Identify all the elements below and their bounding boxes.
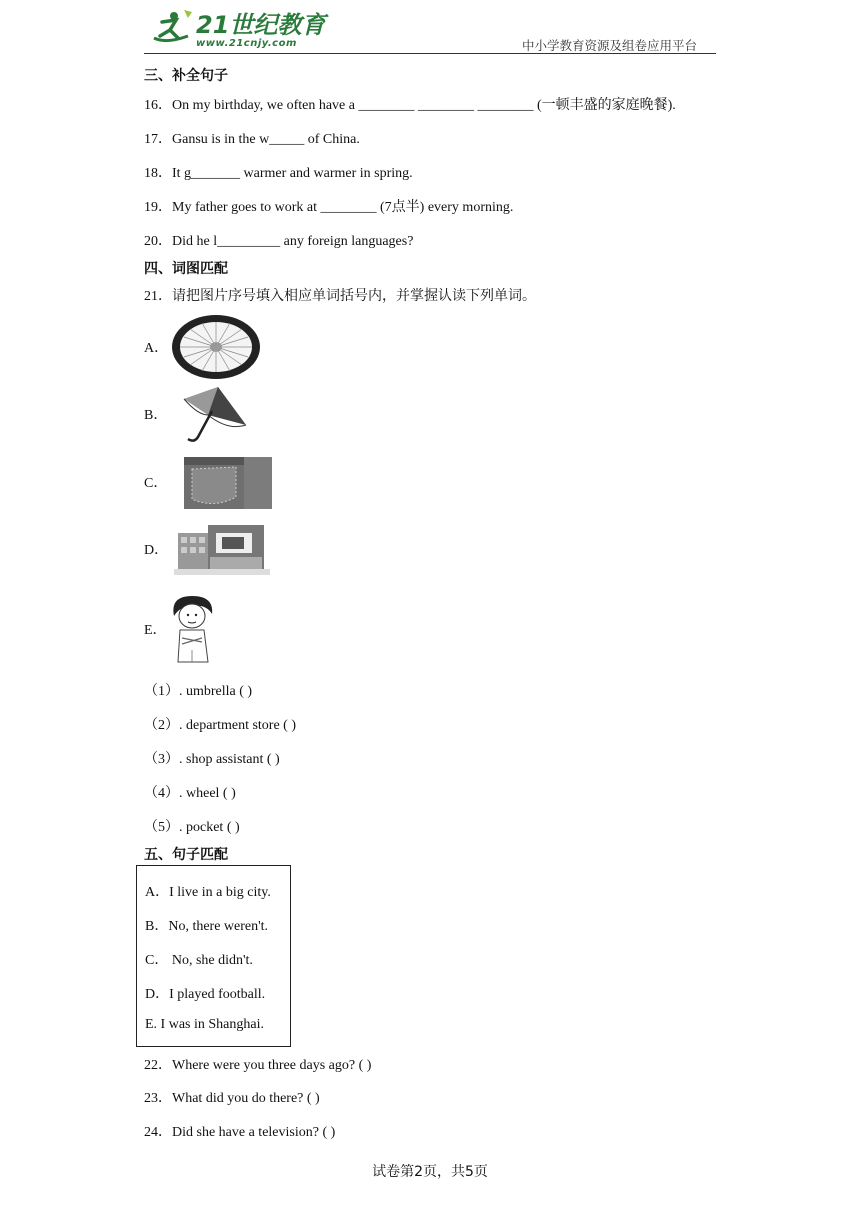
picture-label-c: C． <box>144 476 168 491</box>
option-e: E. I was in Shanghai. <box>145 1017 264 1032</box>
section4-heading: 四、词图匹配 <box>144 261 228 277</box>
page-footer: 试卷第2页，共5页 <box>372 1164 488 1180</box>
section3-heading: 三、补全句子 <box>144 68 228 84</box>
platform-title: 中小学教育资源及组卷应用平台 <box>522 38 698 53</box>
header-divider <box>144 53 716 54</box>
picture-label-e: E． <box>144 623 167 638</box>
question-18: 18．It g_______ warmer and warmer in spring. <box>144 166 413 181</box>
word-item-umbrella: （1）. umbrella ( ) <box>144 684 253 699</box>
question-21: 21．请把图片序号填入相应单词括号内，并掌握认读下列单词。 <box>144 289 536 304</box>
word-item-wheel: （4）. wheel ( ) <box>144 786 236 801</box>
shop-assistant-image <box>166 594 218 664</box>
question-24: 24．Did she have a television? ( ) <box>144 1125 336 1140</box>
question-17: 17．Gansu is in the w_____ of China. <box>144 132 360 147</box>
picture-label-b: B． <box>144 408 168 423</box>
question-22: 22．Where were you three days ago? ( ) <box>144 1058 372 1073</box>
wheel-image <box>170 313 262 381</box>
logo-url: www.21cnjy.com <box>196 38 297 49</box>
answer-options-box <box>136 865 291 1047</box>
word-item-department-store: （2）. department store ( ) <box>144 718 297 733</box>
question-19: 19．My father goes to work at ________ (7点半) every morning. <box>144 200 514 215</box>
option-c: C． No, she didn't. <box>145 953 253 968</box>
option-d: D．I played football. <box>145 987 266 1002</box>
word-item-pocket: （5）. pocket ( ) <box>144 820 240 835</box>
runner-logo-icon <box>144 8 196 52</box>
option-b: B．No, there weren't. <box>145 919 269 934</box>
umbrella-image <box>178 385 248 445</box>
department-store-image <box>174 521 270 575</box>
picture-label-d: D． <box>144 543 169 558</box>
pocket-image <box>184 457 272 509</box>
question-20: 20．Did he l_________ any foreign languages? <box>144 234 414 249</box>
logo-text: 21世纪教育 <box>196 11 326 39</box>
option-a: A．I live in a big city. <box>145 885 271 900</box>
picture-label-a: A． <box>144 341 169 356</box>
question-16: 16．On my birthday, we often have a ________ ________ ________ (一顿丰盛的家庭晚餐). <box>144 98 676 113</box>
question-23: 23．What did you do there? ( ) <box>144 1091 320 1106</box>
section5-heading: 五、句子匹配 <box>144 847 228 863</box>
word-item-shop-assistant: （3）. shop assistant ( ) <box>144 752 280 767</box>
